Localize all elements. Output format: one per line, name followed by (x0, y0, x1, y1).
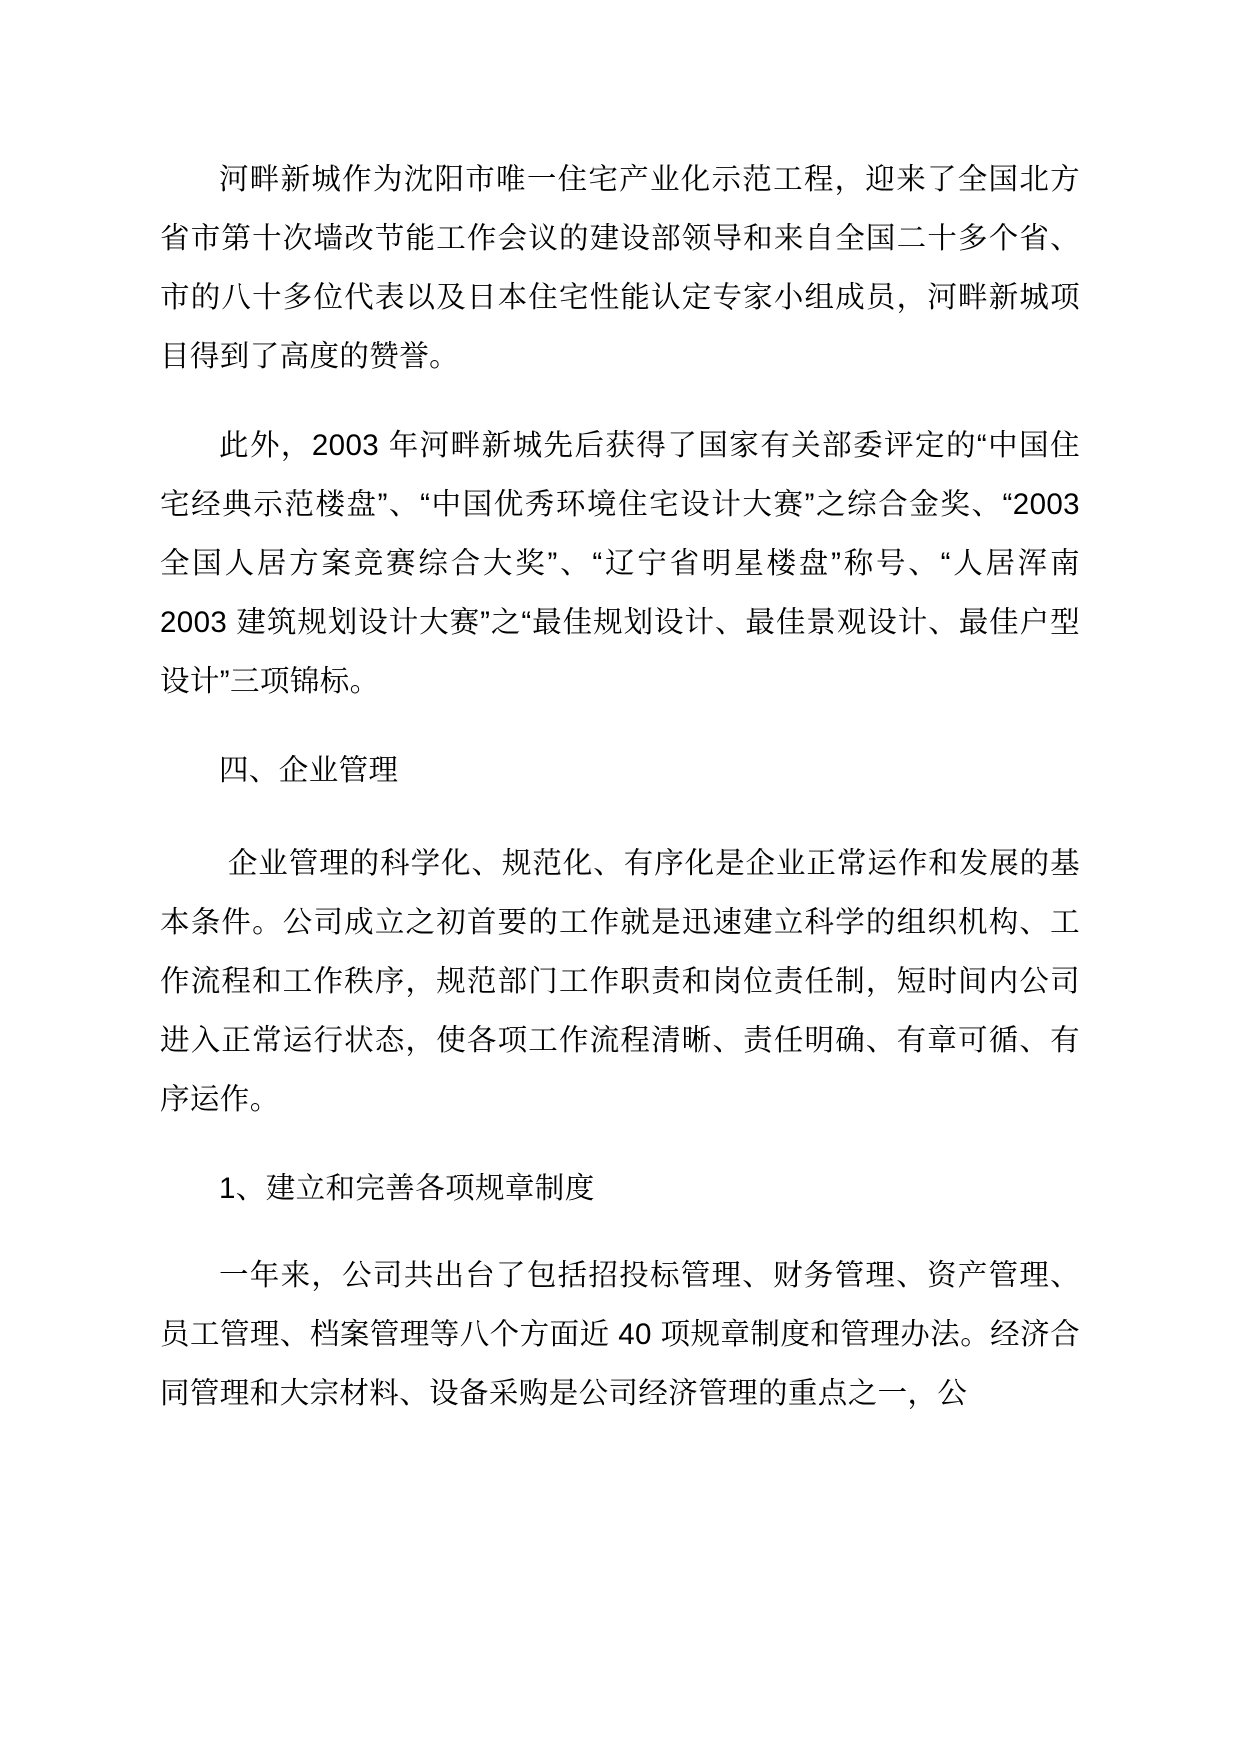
heading-rules-system: 1、建立和完善各项规章制度 (219, 1172, 595, 1205)
document-body (160, 150, 1080, 1423)
paragraph-hepan-xincheng: 河畔新城作为沈阳市唯一住宅产业化示范工程，迎来了全国北方省市第十次墙改节能工作会议的建设部领导和来自全国二十多个省、市的八十多位代表以及日本住宅性能认定专家小组成员，河畔新城项目得到了高度的赞誉。 (160, 163, 1080, 373)
paragraph-rules-detail: 一年来，公司共出台了包括招投标管理、财务管理、资产管理、员工管理、档案管理等八个方面近 40 项规章制度和管理办法。经济合同管理和大宗材料、设备采购是公司经济管理的重点之一，公 (160, 1259, 1080, 1410)
paragraph-management-basis: 企业管理的科学化、规范化、有序化是企业正常运作和发展的基本条件。公司成立之初首要的工作就是迅速建立科学的组织机构、工作流程和工作秩序，规范部门工作职责和岗位责任制，短时间内公司进入正常运行状态，使各项工作流程清晰、责任明确、有章可循、有序运作。 (160, 847, 1080, 1116)
heading-enterprise-management: 四、企业管理 (219, 754, 399, 787)
paragraph-awards: 此外，2003 年河畔新城先后获得了国家有关部委评定的“中国住宅经典示范楼盘”、“中国优秀环境住宅设计大赛”之综合金奖、“2003 全国人居方案竞赛综合大奖”、“辽宁省明星楼盘”称号、“人居浑南 2003 建筑规划设计大赛”之“最佳规划设计、最佳景观设计、最佳户型设计”三项锦标。 (160, 429, 1080, 698)
